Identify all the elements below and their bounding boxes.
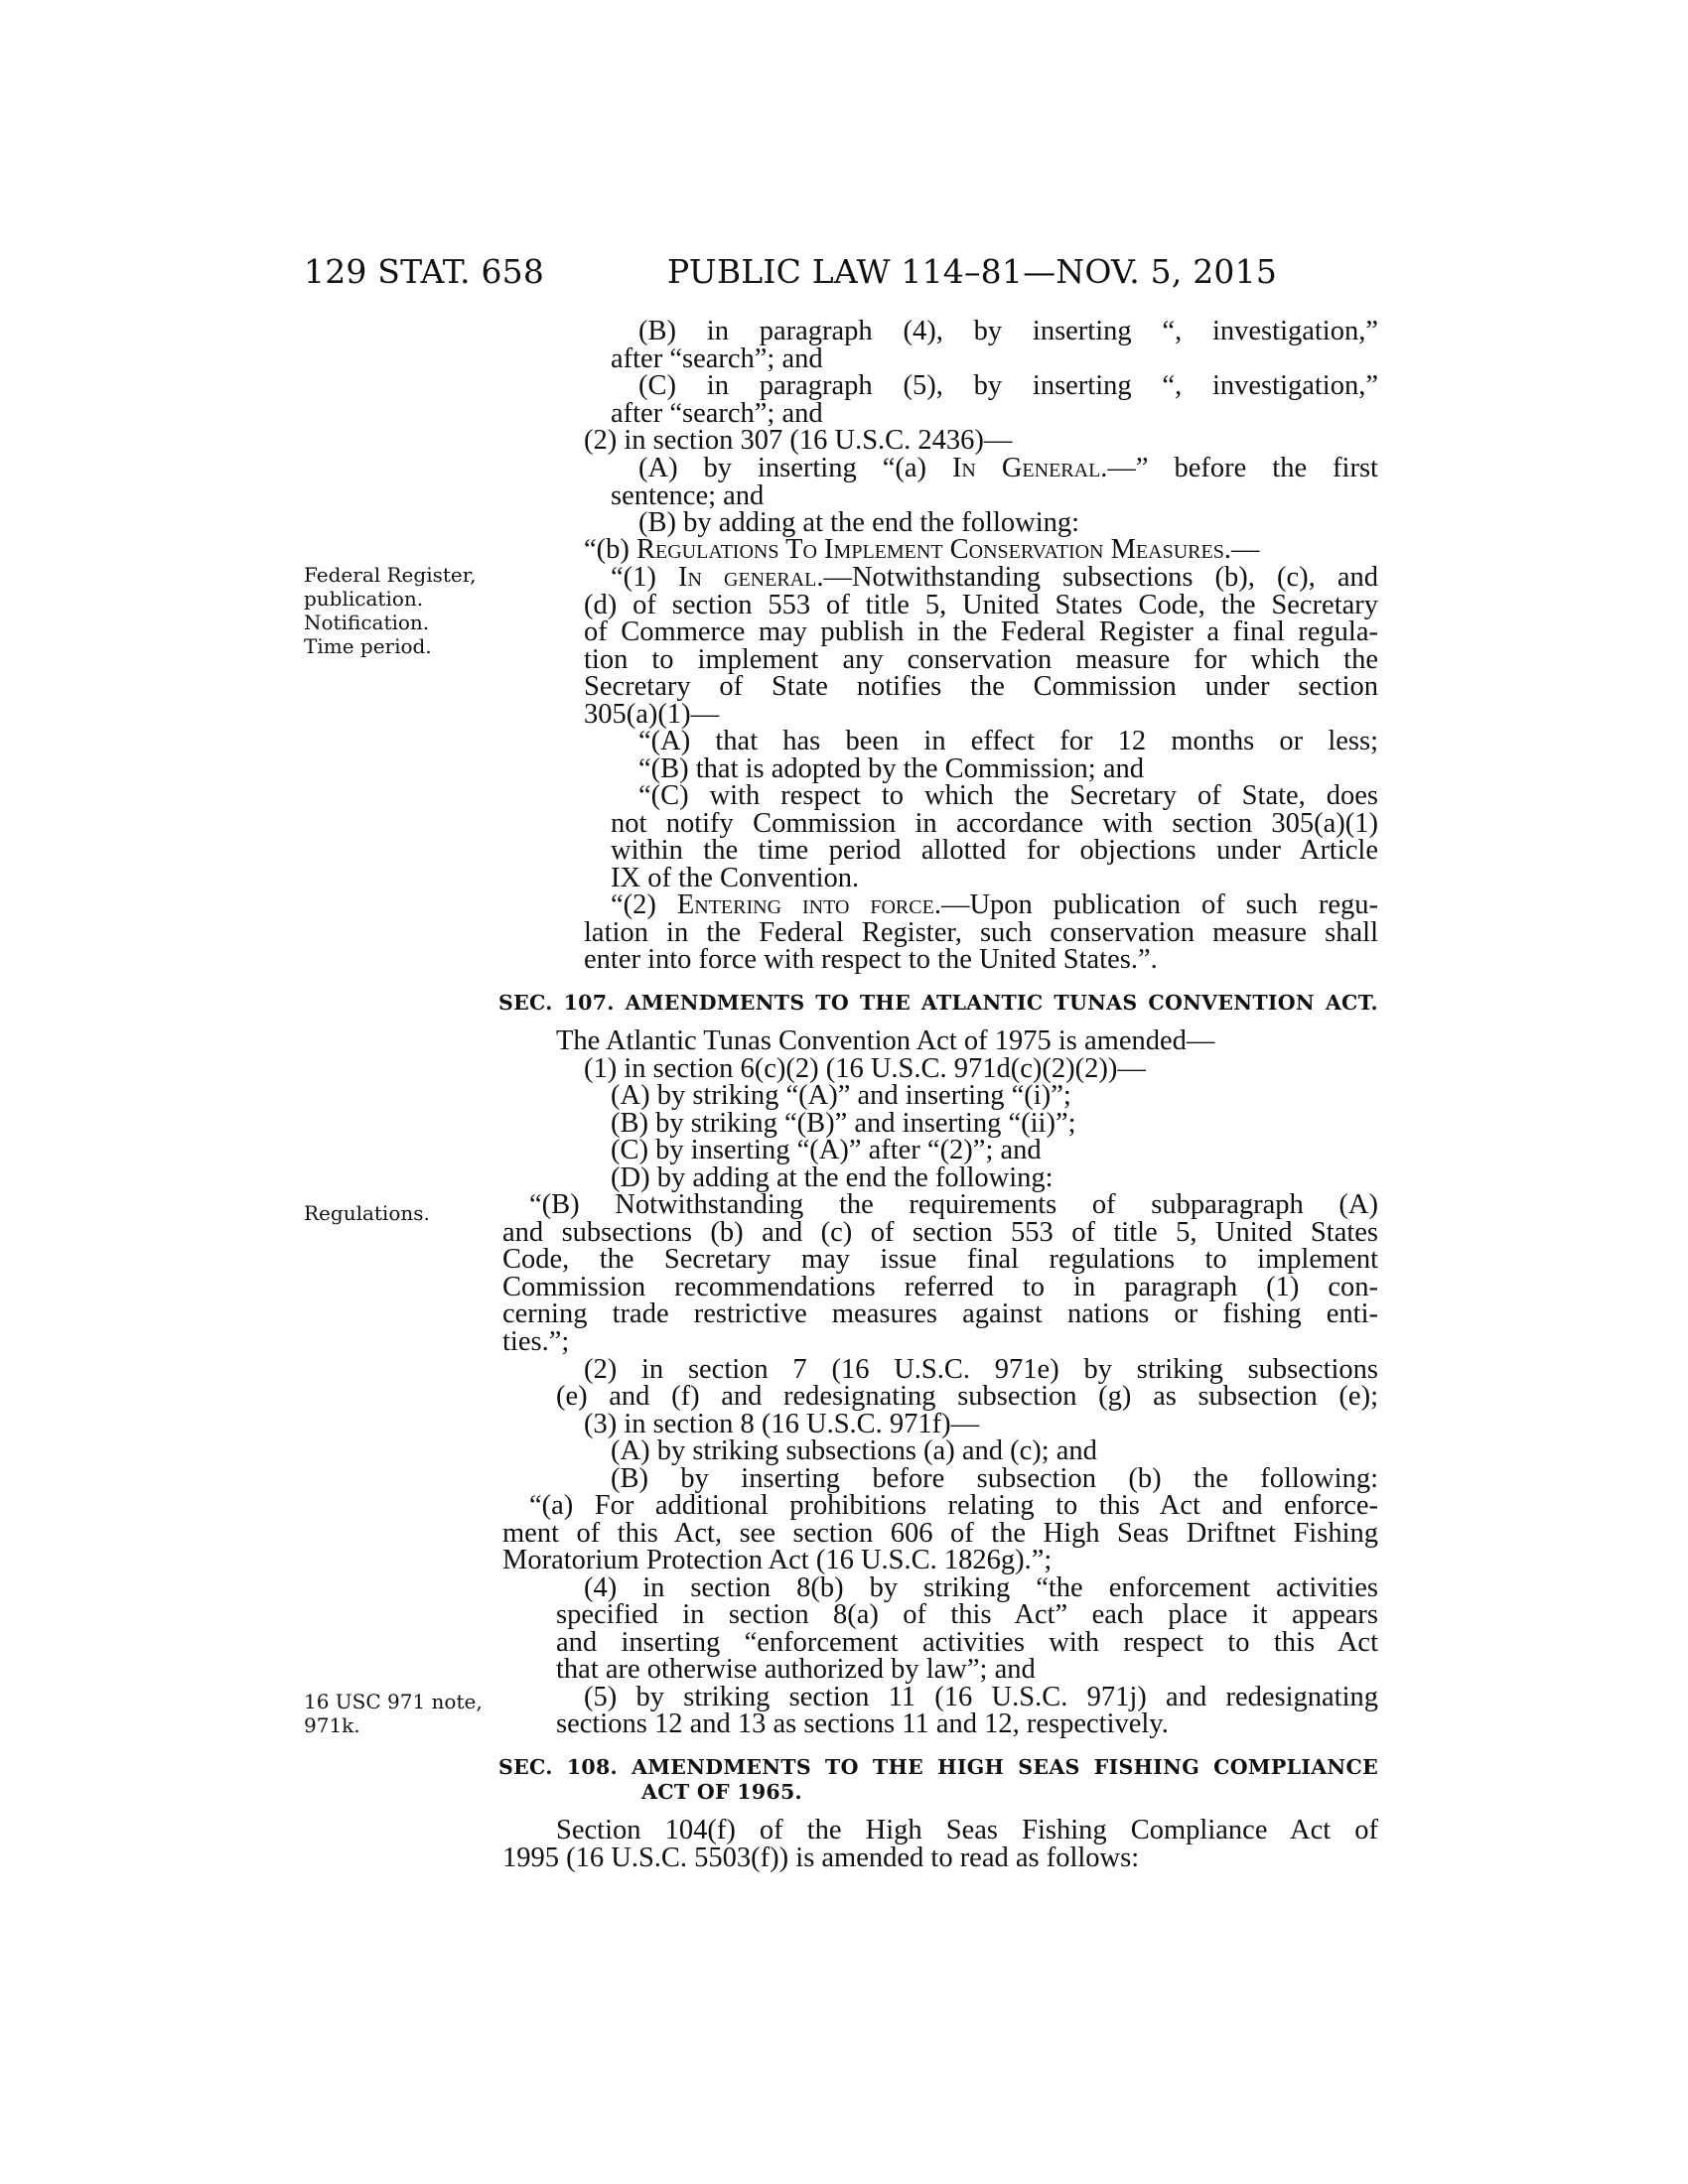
text-line: (A) by striking “(A)” and inserting “(i)”; (611, 1080, 1071, 1111)
section-heading-108-cont: ACT OF 1965. (641, 1780, 802, 1804)
text-line: (A) by striking subsections (a) and (c); and (611, 1435, 1097, 1466)
text-line: enter into force with respect to the United States.”. (584, 944, 1158, 975)
text-line: after “search”; and (611, 343, 823, 374)
page-stat-citation: 129 STAT. 658 (304, 252, 545, 291)
section-heading-107: SEC. 107. AMENDMENTS TO THE ATLANTIC TUNAS CONVENTION ACT. (498, 991, 1378, 1015)
text-line: (1) in section 6(c)(2) (16 U.S.C. 971d(c)(2)(2))— (584, 1053, 1146, 1084)
text-line: (C) in paragraph (5), by inserting “, investigation,” (638, 370, 1378, 401)
text-line: (B) by striking “(B)” and inserting “(ii)”; (611, 1108, 1076, 1139)
text-line: (B) by adding at the end the following: (638, 507, 1080, 538)
text-line: IX of the Convention. (611, 863, 860, 893)
text-line: (d) of section 553 of title 5, United States Code, the Secretary (584, 590, 1378, 620)
text-line: The Atlantic Tunas Convention Act of 1975 is amended— (556, 1025, 1215, 1056)
text-line: “(2) Entering into force.—Upon publication of such regu- (611, 889, 1379, 920)
text-line: sections 12 and 13 as sections 11 and 12, respectively. (556, 1708, 1169, 1739)
text-line: (2) in section 7 (16 U.S.C. 971e) by striking subsections (584, 1354, 1378, 1385)
text-line: (2) in section 307 (16 U.S.C. 2436)— (584, 425, 1013, 456)
text-line: Commission recommendations referred to in paragraph (1) con- (502, 1272, 1378, 1302)
text-line: Section 104(f) of the High Seas Fishing Compliance Act of (556, 1815, 1378, 1845)
text-line: cerning trade restrictive measures against nations or fishing enti- (502, 1298, 1378, 1329)
text-line: (4) in section 8(b) by striking “the enforcement activities (584, 1572, 1378, 1603)
text-line: (D) by adding at the end the following: (611, 1162, 1054, 1193)
text-line: (B) in paragraph (4), by inserting “, investigation,” (638, 316, 1378, 346)
text-line: of Commerce may publish in the Federal Register a final regula- (584, 616, 1378, 647)
margin-note-usc: 16 USC 971 note, 971k. (304, 1690, 483, 1737)
text-line: (C) by inserting “(A)” after “(2)”; and (611, 1135, 1042, 1165)
text-line: tion to implement any conservation measure for which the (584, 644, 1378, 675)
text-line: “(B) that is adopted by the Commission; and (638, 753, 1144, 784)
text-line: “(1) In general.—Notwithstanding subsections (b), (c), and (611, 562, 1378, 593)
text-line: “(C) with respect to which the Secretary of State, does (638, 780, 1378, 811)
text-line: (3) in section 8 (16 U.S.C. 971f)— (584, 1409, 980, 1439)
text-line: ties.”; (502, 1326, 570, 1357)
text-line: 305(a)(1)— (584, 699, 720, 730)
text-line: Secretary of State notifies the Commission under section (584, 671, 1378, 702)
section-heading-108: SEC. 108. AMENDMENTS TO THE HIGH SEAS FISHING COMPLIANCE (498, 1755, 1378, 1779)
text-line: and inserting “enforcement activities with respect to this Act (556, 1627, 1378, 1658)
text-line: 1995 (16 U.S.C. 5503(f)) is amended to read as follows: (502, 1843, 1140, 1873)
text-line: after “search”; and (611, 398, 823, 429)
text-line: ment of this Act, see section 606 of the High Seas Driftnet Fishing (502, 1518, 1378, 1549)
text-line: and subsections (b) and (c) of section 553 of title 5, United States (502, 1217, 1378, 1248)
text-line: that are otherwise authorized by law”; and (556, 1654, 1036, 1685)
text-line: “(b) Regulations To Implement Conservation Measures.— (584, 534, 1260, 565)
text-line: within the time period allotted for objections under Article (611, 835, 1378, 866)
text-line: “(A) that has been in effect for 12 months or less; (638, 726, 1378, 756)
text-line: (5) by striking section 11 (16 U.S.C. 971j) and redesignating (584, 1682, 1378, 1712)
text-line: specified in section 8(a) of this Act” each place it appears (556, 1599, 1378, 1630)
text-line: not notify Commission in accordance with section 305(a)(1) (611, 808, 1378, 839)
text-line: “(B) Notwithstanding the requirements of subparagraph (A) (529, 1189, 1378, 1220)
text-line: (B) by inserting before subsection (b) the following: (611, 1463, 1378, 1494)
text-line: sentence; and (611, 480, 765, 511)
text-line: (A) by inserting “(a) In General.—” before the first (638, 453, 1378, 483)
page-header-title: PUBLIC LAW 114–81—NOV. 5, 2015 (667, 252, 1278, 291)
text-line: Moratorium Protection Act (16 U.S.C. 1826g).”; (502, 1545, 1053, 1575)
text-line: lation in the Federal Register, such conservation measure shall (584, 917, 1378, 948)
margin-note-regulations: Regulations. (304, 1201, 430, 1225)
text-line: “(a) For additional prohibitions relating to this Act and enforce- (529, 1490, 1378, 1521)
margin-note-federal-register: Federal Register, publication. Notification. Time period. (304, 563, 477, 658)
text-line: (e) and (f) and redesignating subsection (g) as subsection (e); (556, 1381, 1378, 1412)
text-line: Code, the Secretary may issue final regulations to implement (502, 1244, 1378, 1275)
